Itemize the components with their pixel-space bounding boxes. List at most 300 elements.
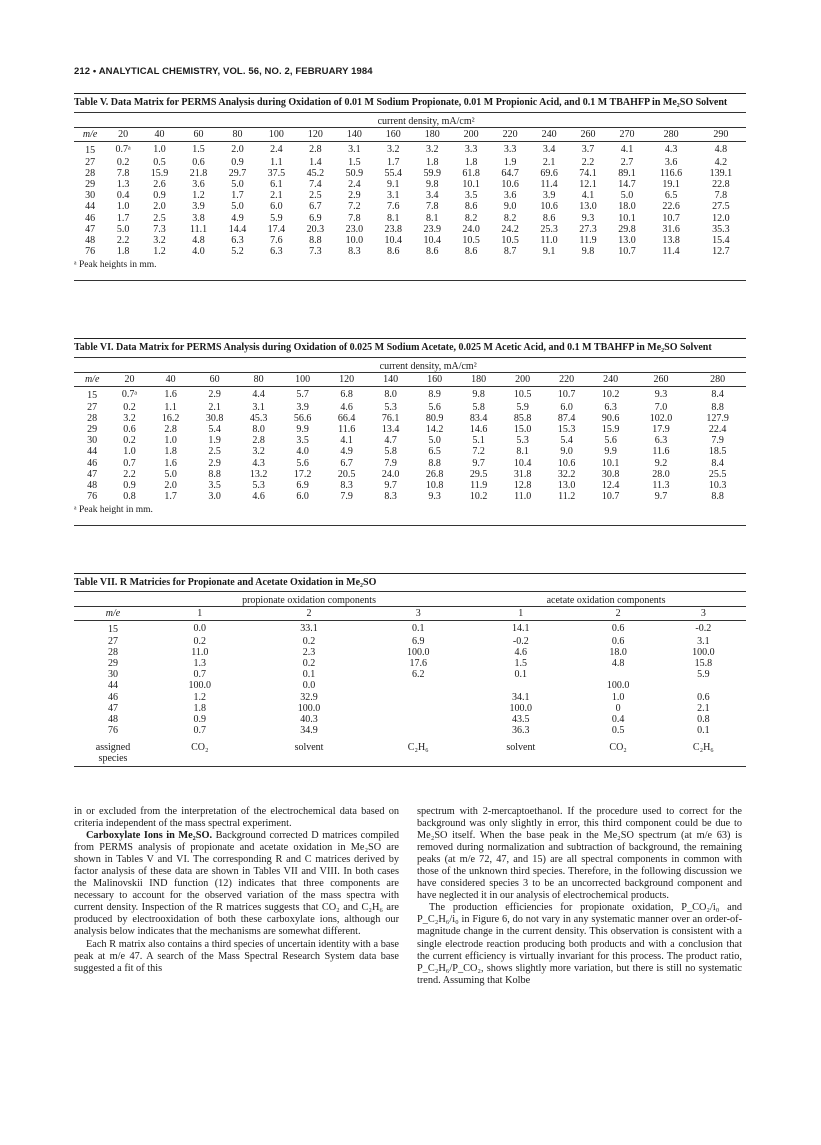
row-label: 15 [108, 624, 118, 636]
table-cell: 9.0 [560, 446, 573, 458]
table-cell: 102.0 [649, 412, 673, 424]
table-cell: 10.6 [540, 201, 558, 213]
table-cell: 4.6 [514, 646, 528, 658]
table-cell: 1.8 [464, 156, 478, 168]
table-row [74, 458, 746, 469]
table-cell: 8.8 [428, 457, 441, 469]
table-5-title: Data Matrix for PERMS Analysis during Oxidation of 0.01 M Sodium Propionate, 0.01 M Propionic Acid, and 0.1 M TBAHFP in Me₂SO Solvent [110, 97, 728, 108]
table-cell: 9.8 [581, 246, 595, 258]
table-cell: 0.1 [697, 725, 710, 737]
table-cell: 45.3 [249, 412, 268, 424]
table-cell: 59.9 [423, 167, 441, 179]
table-cell: 4.3 [252, 457, 265, 469]
row-label: 28 [87, 412, 98, 424]
table-cell: 17.4 [267, 223, 286, 235]
table-cell: 1.0 [116, 201, 130, 213]
table-cell: 7.4 [309, 179, 322, 191]
column-header: 80 [232, 129, 243, 141]
table-cell: 6.0 [296, 491, 309, 503]
column-header: 270 [619, 129, 635, 141]
column-header: 120 [339, 374, 355, 386]
table-cell: 1.1 [164, 401, 177, 413]
table-cell: 2.8 [252, 435, 265, 447]
row-label: 29 [85, 179, 96, 191]
table-cell: 11.9 [470, 480, 488, 492]
row-label: 47 [85, 223, 96, 235]
table-cell: 8.9 [428, 388, 441, 400]
table-cell: 100.0 [297, 702, 321, 714]
table-5-span-header: current density, mA/cm² [377, 116, 475, 127]
table-cell: 2.8 [309, 143, 322, 155]
table-cell: 5.3 [384, 401, 397, 413]
table-cell: 32.2 [557, 468, 576, 480]
table-row [74, 469, 746, 480]
table-cell: 10.7 [618, 246, 636, 258]
table-cell: 7.8 [425, 201, 439, 213]
table-7-header-row [74, 607, 746, 621]
table-7-group-acetate: acetate oxidation components [546, 595, 666, 606]
table-cell: 6.1 [270, 179, 283, 191]
table-cell: 3.5 [464, 190, 478, 202]
column-header: 80 [253, 374, 264, 386]
assigned-species: C₂H₆ [692, 742, 714, 754]
table-cell: 1.0 [164, 435, 177, 447]
table-cell [370, 680, 466, 691]
table-cell: 7.3 [153, 223, 166, 235]
column-header: 290 [713, 129, 729, 141]
table-cell: 4.7 [384, 435, 397, 447]
table-cell: 69.6 [540, 167, 558, 179]
table-cell: 1.4 [309, 156, 322, 168]
table-row [74, 680, 746, 691]
row-label: 30 [85, 190, 96, 202]
table-cell: 6.9 [309, 212, 322, 224]
table-cell: 1.6 [164, 388, 177, 400]
table-cell: 3.9 [296, 401, 309, 413]
table-cell: 9.9 [604, 446, 617, 458]
table-cell: 14.6 [469, 424, 488, 436]
table-6-footnote: ᵃ Peak height in mm. [74, 505, 153, 516]
table-cell: 9.3 [428, 491, 441, 503]
table-cell: 5.3 [252, 480, 265, 492]
table-cell: 0 [615, 702, 621, 714]
row-label: 48 [87, 480, 98, 492]
table-cell: 8.0 [252, 424, 265, 436]
table-cell: 2.8 [164, 424, 177, 436]
table-cell: 17.2 [293, 468, 312, 480]
table-cell: 0.9 [153, 190, 166, 202]
table-cell: 0.4 [116, 190, 130, 202]
table-cell: 55.4 [384, 167, 403, 179]
table-cell: 12.8 [513, 480, 532, 492]
table-cell: 0.7ᵃ [115, 143, 131, 155]
table-cell: 20.5 [337, 468, 356, 480]
row-label: 47 [87, 468, 98, 480]
table-cell: 2.0 [153, 201, 166, 213]
table-cell: 7.8 [714, 190, 728, 202]
table-cell: 13.0 [557, 480, 576, 492]
row-label: 46 [108, 691, 118, 703]
paragraph-text: Background corrected D matrices compiled from PERMS analysis of propionate and acetate oxidation in Me₂SO are shown in Tables V and VI. The corresponding R and C matrices derived by factor analysis of these data are shown in Tables VII and VIII. In both cases the Malinovskii IND function (12) indicates that three components are necessary to account for the observed variation of the mass spectra with current density. Inspection of the R matrices suggests that CO₂ and C₂H₆ are produced by electrooxidation of both these carboxylate ions, although our analysis below indicates that the mechanisms are somewhat different. [74, 830, 399, 938]
table-cell: 2.4 [270, 143, 283, 155]
table-row [74, 424, 746, 435]
table-cell: 10.5 [501, 235, 519, 247]
table-cell: 1.7 [387, 156, 400, 168]
table-cell: 14.2 [425, 424, 444, 436]
table-cell: 8.8 [711, 491, 724, 503]
table-cell: 5.0 [231, 201, 244, 213]
table-row [74, 246, 746, 257]
table-cell: 5.1 [472, 435, 485, 447]
table-cell: 26.8 [425, 468, 444, 480]
table-5 [74, 93, 746, 281]
row-label: 44 [87, 446, 98, 458]
table-cell: 6.3 [270, 246, 283, 258]
table-cell: 0.9 [231, 156, 244, 168]
table-cell: 10.3 [708, 480, 727, 492]
column-header: 180 [424, 129, 440, 141]
table-cell: 6.0 [270, 201, 283, 213]
table-6-row-header: m/e [84, 374, 100, 386]
table-cell: 80.9 [425, 412, 444, 424]
table-cell: 3.4 [425, 190, 439, 202]
table-row [74, 446, 746, 457]
paragraph: spectrum with 2-mercaptoethanol. If the procedure used to correct for the background was only slightly in error, this third component could be due to Me₂SO itself. When the base peak in the Me₂SO spectrum (at m/e 63) is removed during normalization and subtraction of background, the remaining peaks (at m/e 72, 47, and 15) are all spectral components in common with those of the unknown third species. Therefore, in the following discussion we have considered species 3 to be an uncorrected background component and have neglected it in our analysis of electrochemical products. [417, 806, 742, 902]
table-cell: 3.7 [581, 143, 595, 155]
species-label: species [98, 753, 128, 765]
table-cell: 9.0 [503, 201, 517, 213]
column-header: 40 [165, 374, 176, 386]
table-cell: 6.8 [340, 388, 353, 400]
table-cell: 25.3 [540, 223, 558, 235]
table-cell: 15.3 [557, 424, 576, 436]
table-cell: 100.0 [406, 646, 430, 658]
table-row [74, 703, 746, 714]
table-cell: 45.2 [306, 167, 325, 179]
table-6-title: Data Matrix for PERMS Analysis during Oxidation of 0.025 M Sodium Acetate, 0.025 M Acetic Acid, and 0.1 M TBAHFP in Me₂SO Solvent [115, 342, 712, 353]
assigned-species: C₂H₆ [407, 742, 429, 754]
table-cell: 6.3 [604, 401, 617, 413]
table-cell: 8.6 [464, 201, 478, 213]
table-cell: 8.3 [384, 491, 397, 503]
table-cell: 2.2 [581, 156, 595, 168]
table-cell: 5.0 [231, 179, 244, 191]
table-7 [74, 573, 746, 767]
table-7-group-propionate: propionate oxidation components [242, 595, 376, 606]
table-row [74, 224, 746, 235]
table-cell: 13.0 [579, 201, 597, 213]
table-cell: 15.0 [513, 424, 532, 436]
table-cell: 5.8 [384, 446, 397, 458]
column-header: 240 [541, 129, 557, 141]
table-cell: 7.9 [384, 457, 397, 469]
table-cell: 10.6 [557, 457, 576, 469]
table-cell: 18.5 [708, 446, 727, 458]
table-cell: 1.8 [425, 156, 439, 168]
row-label: 48 [108, 714, 118, 726]
table-row [74, 142, 746, 157]
table-cell: 74.1 [579, 167, 597, 179]
column-header: 60 [193, 129, 204, 141]
table-cell: 8.6 [425, 246, 439, 258]
table-cell: 10.4 [513, 457, 532, 469]
table-cell: 10.1 [618, 212, 636, 224]
table-cell: 2.9 [348, 190, 361, 202]
table-cell: 1.0 [611, 691, 625, 703]
table-cell: 27.3 [579, 223, 597, 235]
table-cell [466, 680, 575, 691]
assigned-species-label [74, 742, 152, 764]
table-cell: 85.8 [513, 412, 532, 424]
table-cell: 2.7 [620, 156, 634, 168]
table-cell: 0.2 [302, 635, 316, 647]
table-cell: 6.5 [664, 190, 678, 202]
table-cell: 0.2 [123, 435, 136, 447]
table-cell: 20.3 [306, 223, 325, 235]
row-label: 76 [85, 246, 96, 258]
table-cell: 5.8 [472, 401, 485, 413]
row-label: 28 [85, 167, 96, 179]
table-cell: 8.2 [464, 212, 478, 224]
column-header: 220 [559, 374, 575, 386]
table-cell: 3.5 [296, 435, 309, 447]
assigned-species: CO₂ [609, 742, 627, 754]
table-cell: 0.7 [193, 669, 207, 681]
table-cell: 4.1 [620, 143, 634, 155]
column-header: 260 [580, 129, 596, 141]
table-cell: 9.1 [542, 246, 556, 258]
table-cell: 0.2 [193, 635, 207, 647]
table-row [74, 179, 746, 190]
table-row [74, 636, 746, 647]
table-cell: 8.1 [516, 446, 529, 458]
table-cell [370, 725, 466, 736]
table-cell: 3.1 [697, 635, 710, 647]
table-7-assigned-row [74, 742, 746, 764]
table-cell: 15.4 [712, 235, 730, 247]
table-cell: 50.9 [345, 167, 364, 179]
table-cell: 10.7 [662, 212, 680, 224]
table-cell: 7.0 [654, 401, 668, 413]
table-cell: 0.2 [302, 658, 316, 670]
assigned-species: solvent [294, 742, 324, 754]
table-cell: 4.6 [252, 491, 265, 503]
table-cell: 29.8 [618, 223, 636, 235]
table-cell: 21.8 [189, 167, 208, 179]
table-row [74, 658, 746, 669]
table-cell: 10.5 [462, 235, 480, 247]
table-cell: 13.8 [662, 235, 680, 247]
table-cell: 0.6 [697, 691, 710, 703]
table-5-grid [74, 112, 746, 257]
table-cell: 2.0 [231, 143, 244, 155]
column-header: 280 [663, 129, 679, 141]
journal-page [74, 66, 746, 986]
table-cell: 2.6 [153, 179, 166, 191]
table-cell: 10.4 [384, 235, 403, 247]
table-cell: 10.0 [345, 235, 364, 247]
table-cell: 1.3 [116, 179, 130, 191]
table-cell: 5.0 [620, 190, 634, 202]
table-cell: 87.4 [557, 412, 576, 424]
table-cell: 1.5 [192, 143, 205, 155]
column-header: 3 [415, 608, 421, 620]
table-row [74, 669, 746, 680]
table-cell: 9.3 [581, 212, 595, 224]
table-cell [370, 703, 466, 714]
table-cell: 40.3 [300, 714, 318, 726]
table-cell: 2.3 [302, 646, 316, 658]
table-cell: 6.3 [231, 235, 244, 247]
column-header: 180 [471, 374, 487, 386]
table-cell: 7.9 [711, 435, 724, 447]
table-cell: 2.2 [116, 235, 130, 247]
column-header: 1 [197, 608, 203, 620]
row-label: 46 [87, 457, 98, 469]
table-cell: 24.0 [462, 223, 480, 235]
table-cell: 64.7 [501, 167, 519, 179]
table-cell: 3.8 [192, 212, 205, 224]
table-row [74, 480, 746, 491]
table-cell: 3.6 [192, 179, 205, 191]
table-cell: 8.1 [387, 212, 400, 224]
column-header: 260 [653, 374, 669, 386]
table-cell: 2.4 [348, 179, 361, 191]
row-label: 29 [108, 658, 118, 670]
table-cell [661, 680, 746, 691]
table-cell: 23.8 [384, 223, 403, 235]
table-cell: 6.3 [654, 435, 668, 447]
table-cell: 10.6 [501, 179, 519, 191]
table-cell: 3.3 [464, 143, 478, 155]
table-cell: 30.8 [205, 412, 224, 424]
table-cell: 3.4 [542, 143, 556, 155]
table-cell: 11.4 [662, 246, 680, 258]
table-cell: 22.4 [708, 424, 727, 436]
table-cell: 1.0 [123, 446, 136, 458]
table-cell: 3.2 [123, 412, 136, 424]
table-cell: 6.5 [428, 446, 441, 458]
column-left [74, 806, 399, 975]
table-cell: 7.2 [348, 201, 361, 213]
column-header: 2 [615, 608, 621, 620]
row-label: 30 [87, 435, 98, 447]
table-cell: 6.7 [340, 457, 353, 469]
table-cell: 9.1 [387, 179, 400, 191]
table-cell: 8.6 [387, 246, 400, 258]
table-cell: 5.6 [296, 457, 309, 469]
table-cell: 17.6 [409, 658, 427, 670]
table-cell: 1.9 [503, 156, 517, 168]
table-cell: 0.2 [116, 156, 130, 168]
table-cell: 2.5 [153, 212, 166, 224]
table-cell: 6.9 [411, 635, 425, 647]
table-cell: 139.1 [709, 167, 733, 179]
row-label: 44 [108, 680, 118, 692]
table-6-label: Table VI. [74, 342, 114, 353]
table-cell: 9.8 [425, 179, 439, 191]
table-cell: 2.1 [208, 401, 221, 413]
table-row [74, 725, 746, 736]
table-cell: 1.3 [193, 658, 207, 670]
table-cell: 8.3 [340, 480, 353, 492]
table-cell: 6.2 [411, 669, 425, 681]
table-cell: -0.2 [695, 622, 712, 634]
table-cell: 4.8 [611, 658, 625, 670]
table-cell: 15.9 [601, 424, 620, 436]
table-cell: 31.8 [513, 468, 532, 480]
row-label: 44 [85, 201, 96, 213]
table-cell: 24.0 [381, 468, 400, 480]
table-cell: 0.5 [153, 156, 166, 168]
table-cell: 34.1 [512, 691, 530, 703]
table-cell: 8.8 [309, 235, 322, 247]
table-cell: 4.3 [664, 143, 678, 155]
table-6-header-row [74, 373, 746, 387]
assigned-species: solvent [506, 742, 536, 754]
table-cell: 5.4 [560, 435, 573, 447]
table-cell: 7.8 [348, 212, 361, 224]
table-cell: 15.8 [694, 658, 713, 670]
table-cell: 0.2 [123, 401, 136, 413]
column-header: 200 [515, 374, 531, 386]
table-cell: 4.8 [192, 235, 205, 247]
table-cell: 12.4 [601, 480, 620, 492]
table-cell: 6.7 [309, 201, 322, 213]
table-cell: 3.6 [503, 190, 517, 202]
table-cell: 4.1 [581, 190, 595, 202]
table-cell: 9.7 [654, 491, 668, 503]
table-cell: 14.1 [512, 622, 530, 634]
table-cell: 1.8 [164, 446, 177, 458]
table-cell: 2.5 [309, 190, 322, 202]
table-cell: 66.4 [337, 412, 356, 424]
table-row [74, 647, 746, 658]
table-cell: 24.2 [501, 223, 519, 235]
row-label: 27 [85, 156, 96, 168]
paragraph: in or excluded from the interpretation of the electrochemical data based on criteria independent of the mass spectral experiment. [74, 806, 399, 830]
table-cell: 19.1 [662, 179, 680, 191]
table-cell: 9.8 [472, 388, 485, 400]
running-head: 212 • ANALYTICAL CHEMISTRY, VOL. 56, NO. 2, FEBRUARY 1984 [74, 66, 373, 77]
column-header: 140 [383, 374, 399, 386]
table-cell: 0.6 [611, 635, 625, 647]
column-header: 220 [502, 129, 518, 141]
table-cell: 4.8 [714, 143, 728, 155]
column-header: 20 [124, 374, 135, 386]
paragraph: The production efficiencies for propionate oxidation, P_CO₂/i₀ and P_C₂H₆/i₀ in Figure 6, do not vary in any systematic manner over an order-of-magnitude change in the current density. This observation is consistent with a single electrode reaction producing both products and with a conclusion that the current efficiency is virtually invariant for this process. The product ratio, P_C₂H₆/P_CO₂, shows slightly more variation, but there is still no systematic trend. Assuming that Kolbe [417, 902, 742, 986]
row-label: 27 [108, 635, 118, 647]
table-cell: 10.4 [423, 235, 441, 247]
table-7-caption [74, 577, 746, 589]
table-cell: 5.0 [116, 223, 130, 235]
table-cell: 11.3 [652, 480, 670, 492]
table-cell: 22.8 [712, 179, 730, 191]
table-cell: 3.5 [208, 480, 221, 492]
row-label: 29 [87, 424, 98, 436]
table-cell: 11.9 [579, 235, 597, 247]
table-cell: 4.0 [296, 446, 309, 458]
table-cell: 4.1 [340, 435, 353, 447]
table-cell: 10.1 [462, 179, 480, 191]
table-cell: 5.9 [516, 401, 529, 413]
table-cell: 5.2 [231, 246, 244, 258]
table-cell: 4.4 [252, 388, 265, 400]
table-cell: 11.0 [514, 491, 532, 503]
table-5-caption [74, 97, 746, 109]
table-cell: 2.5 [208, 446, 221, 458]
table-cell: 3.1 [252, 401, 265, 413]
